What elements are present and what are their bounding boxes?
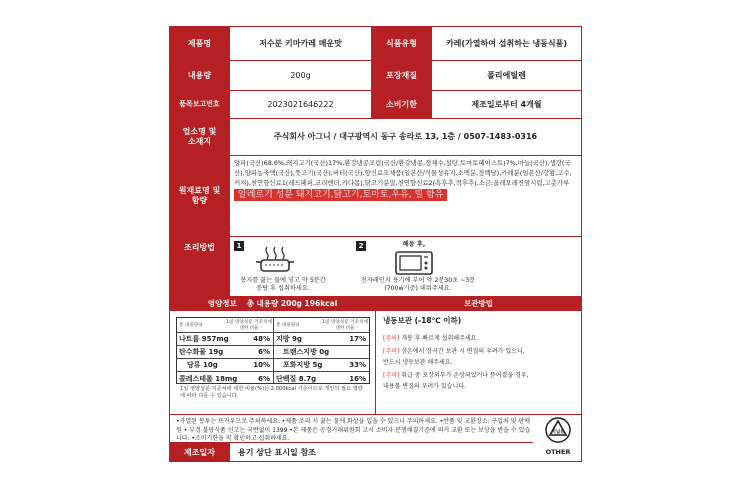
col-head-left-1: 총 내용량당: [179, 323, 203, 328]
nutrition-header: [170, 297, 375, 311]
content-value: 200g: [230, 61, 372, 91]
storage-note-text: 상온에서 장시간 보관 시 변질의 우려가 있으니,: [399, 348, 525, 355]
nutrition-table: [176, 317, 370, 384]
storage-note: [383, 334, 575, 344]
nutrient-percent: 48%: [253, 335, 270, 343]
nutrient-name: 콜레스테롤 18mg: [179, 374, 238, 383]
nutrient-name: 당류 10g: [187, 361, 218, 369]
storage-note-tag: [주의]: [383, 348, 400, 355]
nutrient-name: 탄수화물 19g: [179, 348, 224, 356]
storage-note: [383, 358, 575, 368]
nutrient-name: 나트륨 957mg: [179, 335, 229, 343]
storage-note-text: 취급 중 포장외부가 손상되었거나 뜯어졌을 경우,: [399, 372, 529, 379]
cooking-label: 조리방법: [170, 237, 230, 297]
manufacture-label: 제조일자: [170, 443, 230, 462]
nutrient-percent: 33%: [349, 361, 366, 369]
notice-text: •가열된 봉투는 뜨거우므로 주의하세요. •제품 조리 시 끓는 물에 화상을 입을 수 있으니 주의하세요. •반품 및 교환장소: 구입처 및 판매원 • 부정 불량식품 신고는 국번없이 1399 •본 제품은 공정거래위원회 고시 소비자 분쟁해결기준에 의거 교환 또는 보상을 받을 수 있습니다. •소비기한을 꼭 확인하고 섭취하세요.: [176, 418, 531, 442]
expiry-label: 소비기한: [372, 91, 432, 119]
storage-notes: [383, 334, 575, 392]
nutrient-percent: 17%: [349, 335, 366, 343]
nutrient-percent: 16%: [349, 374, 366, 383]
step-2-text: 전자레인지 용기에 부어 약 2분30초 ~3분(700w기준) 데워주세요.: [360, 277, 476, 292]
allergy-warning: 알레르기 성분 돼지고기,닭고기,토마토,우유, 밀 함유: [234, 189, 447, 201]
step-2-number: 2: [356, 241, 366, 251]
ingredients-block: [230, 156, 581, 237]
company-label: 업소명 및 소재지: [170, 119, 230, 156]
content-label: 내용량: [170, 61, 230, 91]
nutrition-total: 총 내용량 200g 196kcal: [246, 299, 338, 309]
step-2-title: 해동 후,: [402, 241, 426, 248]
company-value: 주식회사 아그니 / 대구광역시 동구 송라로 13, 1층 / 0507-1483-0316: [230, 119, 581, 156]
storage-note-tag: [주의]: [383, 335, 400, 342]
packaging-value: 폴리에틸렌: [432, 61, 581, 91]
col-head-right-2: 1일 영양성분 기준치에 대한 비율: [322, 320, 368, 331]
report-no-value: 2023021646222: [230, 91, 372, 119]
nutrient-name: 포화지방 5g: [283, 361, 323, 369]
expiry-value: 제조일로부터 4개월: [432, 91, 581, 119]
storage-note-text: 개봉 후 빠르게 섭취해주세요.: [399, 335, 479, 342]
food-label: [169, 26, 582, 462]
boiling-pot-icon: [255, 245, 295, 273]
food-type-value: 카레(가열하여 섭취하는 냉동식품): [432, 27, 581, 61]
ingredients-label: 원재료명 및 함량: [170, 156, 230, 237]
ingredients-text: 양파(국산)68.6%,돼지고기(국산)17%,환강냉콩조림(국산/환강냉콩,정제수,설탕,토마토페이스트)7%,마늘(국산),생강(국산),양파농축액(국산),풋고기(국산),버터(국산),향신료조제품(일본산/식물성유지,소맥분,정백당),카레분(일본산/강황,고수,커져),천연향신료1(레드페퍼,코리엔더,카다몸),닭고기분말,천연향신료2(흑후추,적후추),소금,올레오레진염시럽,고춧가루: [234, 159, 572, 187]
product-name-label: 제품명: [170, 27, 230, 61]
storage-note-text: 반드시 냉동보관 해주세요.: [383, 359, 453, 366]
storage-note: [383, 371, 575, 381]
recycle-mark-text: 비닐류: [551, 430, 565, 435]
step-1-number: 1: [234, 241, 244, 251]
storage-note: [383, 382, 575, 392]
nutrient-name: 트랜스지방 0g: [283, 348, 330, 356]
recycle-mark: [538, 417, 578, 463]
nutrition-col-divider: [273, 318, 274, 384]
col-head-right-1: 1일 영양성분 기준치에 대한 비율: [226, 320, 272, 331]
storage-title: 냉동보관 (-18℃ 이하): [383, 316, 462, 325]
storage-note: [383, 347, 575, 357]
storage-header: 보관방법: [376, 297, 581, 311]
cooking-area: [230, 237, 581, 297]
storage-note-tag: [주의]: [383, 372, 400, 379]
report-no-label: 품목보고번호: [170, 91, 230, 119]
product-name-value: 저수분 키마카레 매운맛: [230, 27, 372, 61]
manufacture-value: 용기 상단 표시일 참조: [238, 447, 316, 457]
col-head-left-2: 총 내용량당: [273, 322, 321, 328]
packaging-label: 포장재질: [372, 61, 432, 91]
storage-note-text: 내용물 변질의 우려가 있습니다.: [383, 383, 466, 390]
recycle-triangle-icon: [542, 417, 574, 443]
nutrition-title: 영양정보: [207, 299, 237, 309]
notice-top-line: [170, 414, 581, 415]
step-1-text: 봉지를 끓는 물에 넣고 약 5분간 중탕 후 섭취하세요.: [240, 277, 326, 292]
nutrient-percent: 6%: [258, 348, 270, 356]
section-divider: [375, 297, 376, 415]
nutrient-name: 단백질 8.7g: [276, 374, 317, 383]
nutrient-percent: 6%: [258, 374, 270, 383]
recycle-label: OTHER: [545, 448, 571, 456]
nutrient-name: 지방 9g: [276, 335, 302, 343]
nutrition-footnote: 1일 영양성분 기준치에 대한 비율(%)은 2,000kcal 기준이므로 개인의 필요 열량에 따라 다를 수 있습니다.: [180, 386, 363, 399]
nutrient-percent: 10%: [253, 361, 270, 369]
storage-box: [383, 315, 575, 393]
microwave-icon: [395, 251, 433, 275]
food-type-label: 식품유형: [372, 27, 432, 61]
